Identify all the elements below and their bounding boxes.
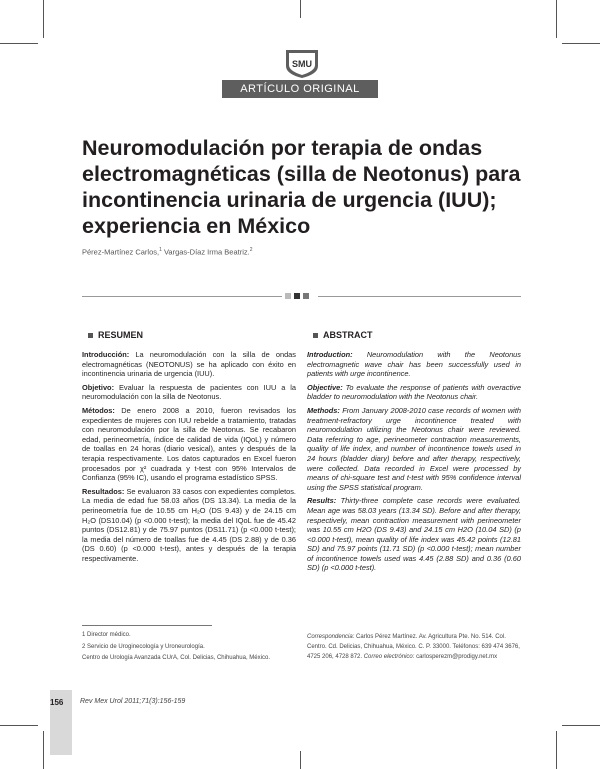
resumen-column <box>82 350 296 567</box>
smu-logo <box>284 50 320 78</box>
author-2: Vargas-Díaz Irma Beatriz. <box>161 247 250 257</box>
crop-mark <box>562 43 600 44</box>
crop-mark <box>556 0 557 38</box>
crop-mark <box>43 731 44 769</box>
affiliations <box>82 630 270 665</box>
crop-mark <box>300 751 301 769</box>
abstract-paragraph: Objective: To evaluate the response of patients with overactive bladder to neuromodulation with the Neotonus chair. <box>307 382 521 402</box>
correspondence: Correspondencia: Carlos Pérez Martínez. Av. Agricultura Pte. No. 514. Col. Centro. Cd. Delicias, Chihuahua, México. C. P. 33000. Teléfonos: 639 474 3676, 4725 206, 4728 872. Correo electrónico: carlosperezm@prodigy.net.mx <box>307 634 520 660</box>
author-1: Pérez-Martínez Carlos, <box>82 247 160 257</box>
crop-mark <box>562 725 600 726</box>
crop-mark <box>556 731 557 769</box>
section-divider-left <box>82 296 282 297</box>
email-link[interactable]: carlosperezm@prodigy.net.mx <box>414 654 498 660</box>
journal-citation: Rev Mex Urol 2011;71(3):156-159 <box>80 698 186 705</box>
abstract-column <box>307 350 521 577</box>
affiliation-line: 2 Servicio de Uroginecología y Uroneurología. <box>82 643 205 650</box>
abstract-paragraph: Results: Thirty-three complete case records were evaluated. Mean age was 58.03 years (13.34 SD). Before and after therapy, respectively, mean contraction measurement with perineometer was 10.55 cm H2O (DS 9.43) and 24.15 cm H2O (10.04 SD) (p <0.000 t-test), mean quality of life index was 45.42 points (12.81 SD) and 75.97 points (11.71 SD) (p <0.000 t-test); mean number of incontinence towels used was 4.45 (2.88 SD) and 0.36 (0.60 SD) (p <0.000 t-test). <box>307 496 521 573</box>
crop-mark <box>0 725 38 726</box>
resumen-paragraph: Objetivo: Evaluar la respuesta de pacientes con IUU a la neuromodulación con la silla de Neotonus. <box>82 382 296 402</box>
resumen-paragraph: Resultados: Se evaluaron 33 casos con expedientes completos. La media de edad fue 58.03 años (DS 13.34). La media de la perineometría fue de 10.55 cm H₂O (DS 9.43) y de 24.15 cm H₂O (DS10.04) (p <0.000 t-test); la media del IQoL fue de 45.42 puntos (DS12.81) y de 75.97 puntos (DS11.71) (p <0.000 t-test); la media del número de toallas fue de 4.45 (DS 2.88) y de 0.36 (DS 0.60) (p <0.000 t-test), antes y después de la terapia respectivamente. <box>82 486 296 563</box>
affiliation-line: 1 Director médico. <box>82 632 131 638</box>
page-number: 156 <box>50 698 64 707</box>
crop-mark <box>0 43 38 44</box>
authors: Pérez-Martínez Carlos,$^1$ Vargas-Díaz Irma Beatriz.$^2$ <box>82 247 253 257</box>
resumen-paragraph: Métodos: De enero 2008 a 2010, fueron revisados los expedientes de mujeres con IUU rebelde a tratamiento, tratadas con neuromodulación por la silla de Neotonus. Se recabaron edad, perineometría, índice de calidad de vida (IQoL) y número de toallas en 24 horas (diario vesical), antes y después de la terapia respectivamente. Los datos capturados en Excel fueron procesados por χ² cuadrada y t-test con 95% Intervalos de Confianza (95% IC), usando el programa estadístico SPSS. <box>82 405 296 483</box>
crop-mark <box>300 0 301 18</box>
section-divider-right <box>318 296 521 297</box>
article-title: Neuromodulación por terapia de ondas electromagnéticas (silla de Neotonus) para incontinencia urinaria de urgencia (IUU); experiencia en México <box>82 136 521 238</box>
bullet-square-icon <box>88 333 93 338</box>
footnote-rule <box>82 625 212 626</box>
resumen-paragraph: Introducción: La neuromodulación con la silla de ondas electromagnéticas (NEOTONUS) se ha aplicado con éxito en incontinencia urinaria de urgencia (IUU). <box>82 350 296 379</box>
bullet-square-icon <box>313 333 318 338</box>
abstract-paragraph: Methods: From January 2008-2010 case records of women with treatment-refractory urge incontinence treated with neuromodulation utilizing the Neotonus chair were reviewed. Data referring to age, perineometer contraction measurements, quality of life index, and number of incontinence towels used in 24 hours (bladder diary) before and after therapy, respectively, were collected. Data recorded in Excel were processed by means of chi-square test and t-test with 95% confidence interval using the SPSS statistical program. <box>307 405 521 492</box>
divider-ornament <box>285 293 309 299</box>
abstract-heading: ABSTRACT <box>313 330 373 340</box>
abstract-paragraph: Introduction: Neuromodulation with the Neotonus electromagnetic wave chair has been successfully used in patients with urge incontinence. <box>307 350 521 379</box>
affiliation-line: Centro de Urología Avanzada CUrA, Col. Delicias, Chihuahua, México. <box>82 655 270 661</box>
logo-text: SMU <box>292 59 312 69</box>
crop-mark <box>43 0 44 38</box>
resumen-heading: RESUMEN <box>88 330 143 340</box>
article-type-banner: ARTÍCULO ORIGINAL <box>222 80 378 98</box>
